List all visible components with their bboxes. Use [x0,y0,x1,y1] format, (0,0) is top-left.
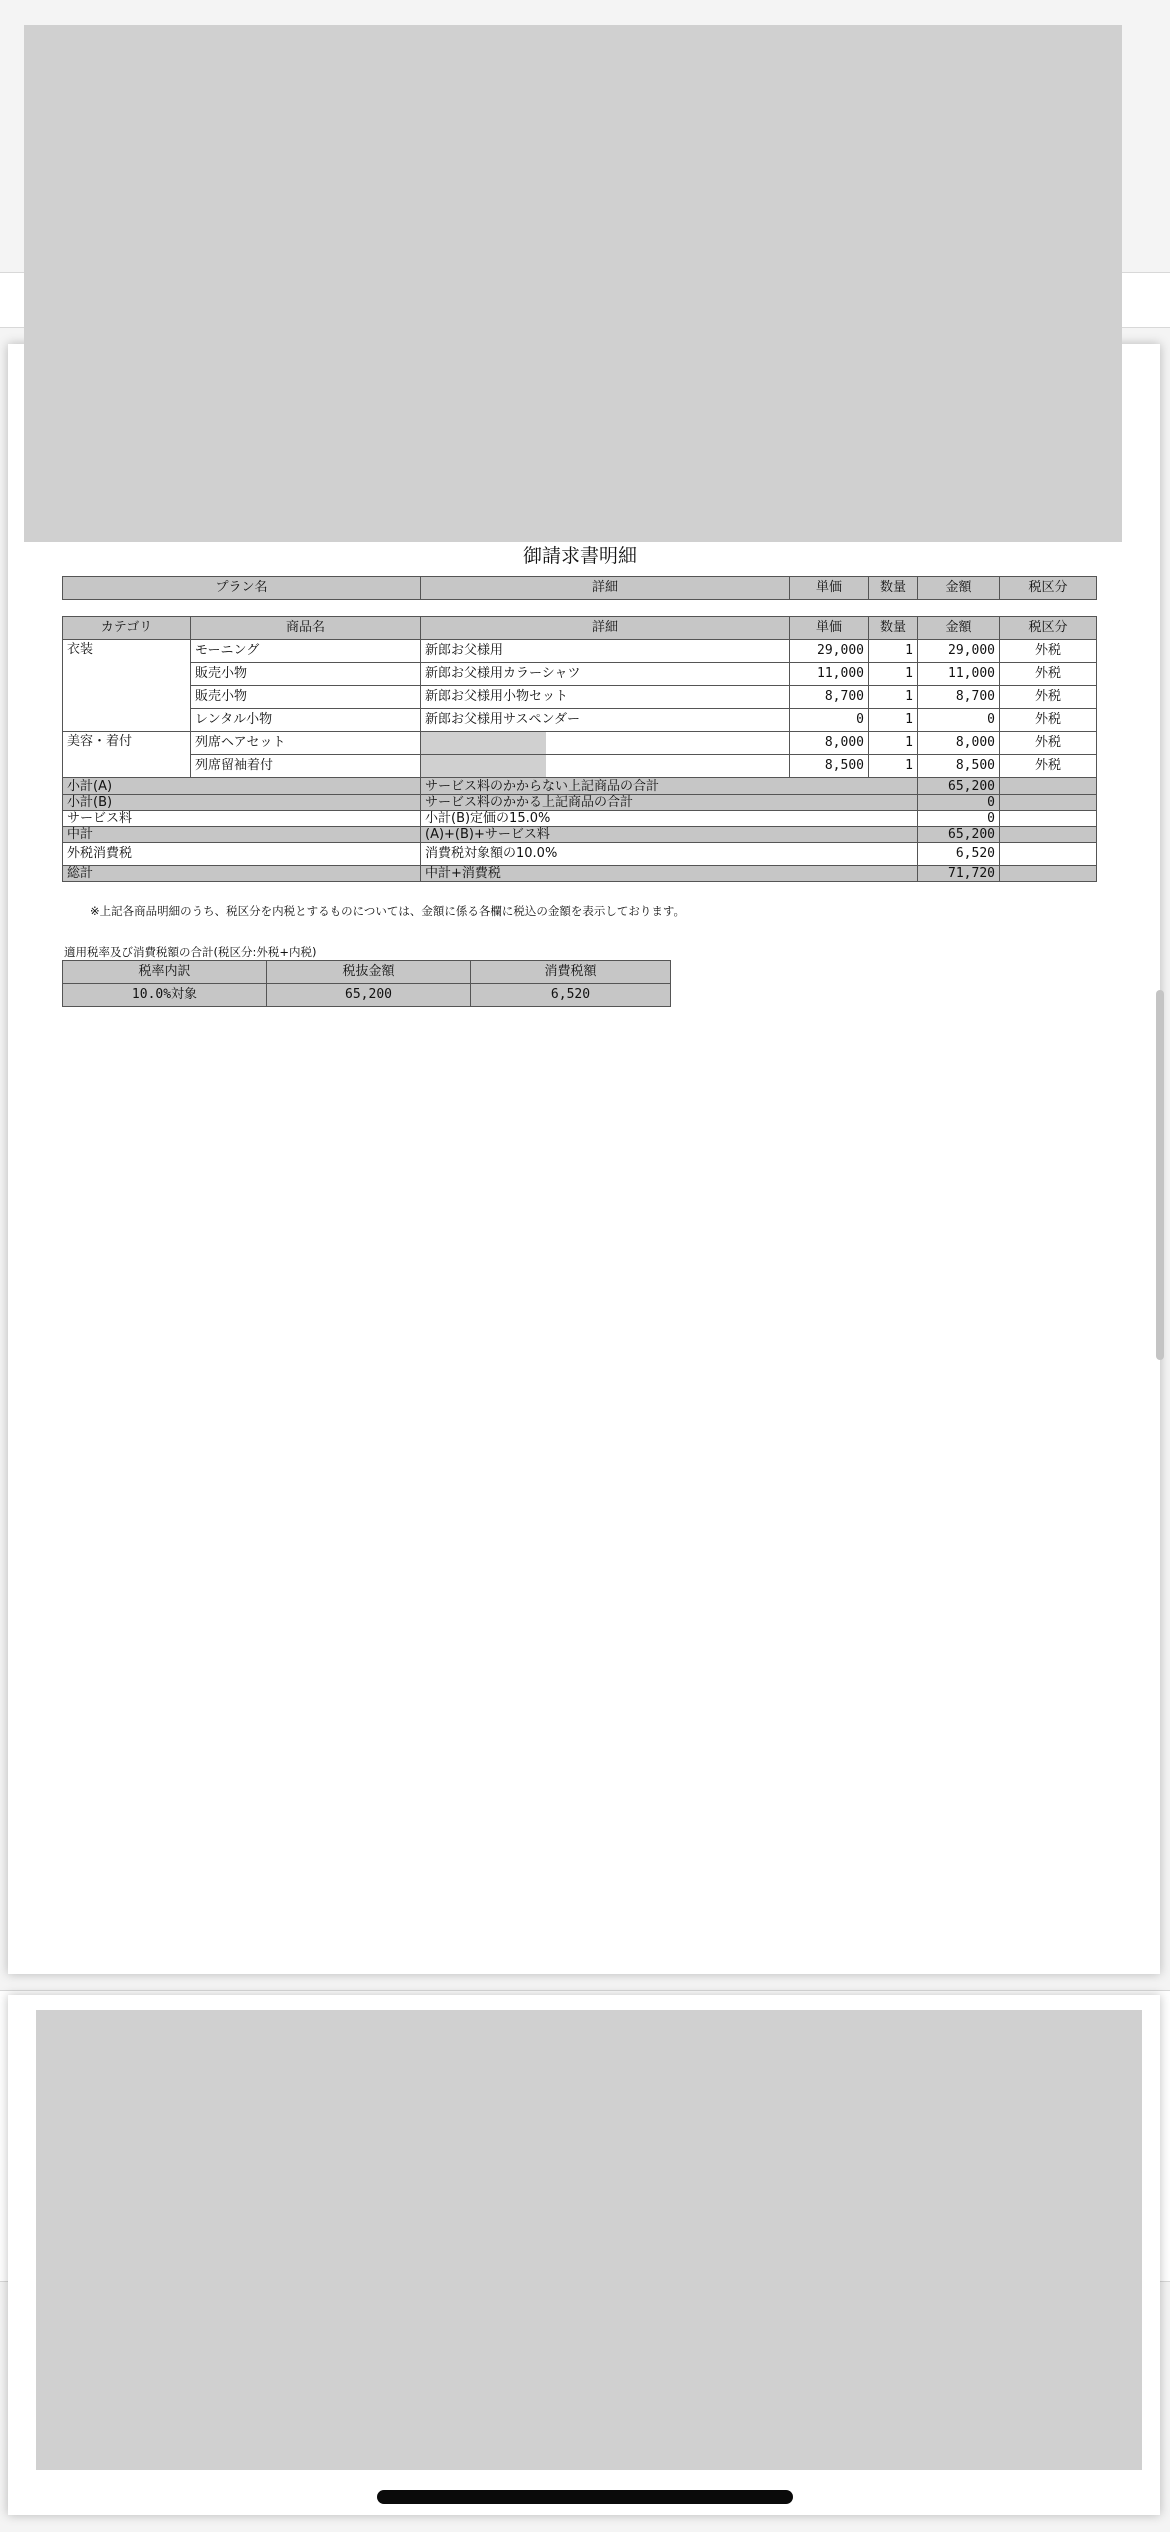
redaction-block [421,732,547,755]
tax-cell: 外税 [1000,709,1097,732]
amount-cell: 8,500 [918,755,1000,778]
summary-row-subtotal-b [63,795,1097,811]
summary-blank [1000,827,1097,843]
summary-row-grand-total [63,866,1097,882]
table-row [63,663,1097,686]
table-row [63,709,1097,732]
summary-detail: 消費税対象額の10.0% [421,843,918,866]
detail-cell: 新郎お父様用サスペンダー [421,709,790,732]
document-title: 御請求書明細 [522,545,637,567]
summary-amount: 6,520 [918,843,1000,866]
tax-amount-cell: 6,520 [471,984,671,1007]
product-cell: 販売小物 [191,686,421,709]
summary-row-middle-total [63,827,1097,843]
summary-amount: 0 [918,811,1000,827]
summary-blank [1000,843,1097,866]
item-header-category: カテゴリ [63,617,191,640]
plan-header-plan-name: プラン名 [63,577,421,600]
plan-table [62,576,1097,600]
redaction-block [421,755,547,778]
table-row [63,732,1097,755]
redacted-header-area [24,25,1122,542]
tax-header-tax: 消費税額 [471,961,671,984]
plan-header-detail: 詳細 [421,577,790,600]
summary-blank [1000,811,1097,827]
table-row [63,640,1097,663]
unit-price-cell: 8,700 [790,686,869,709]
detail-cell-redacted [421,755,790,778]
plan-header-tax: 税区分 [1000,577,1097,600]
tax-header-net: 税抜金額 [267,961,471,984]
item-table-header [63,617,1097,640]
summary-amount: 71,720 [918,866,1000,882]
item-header-tax: 税区分 [1000,617,1097,640]
vertical-scrollbar[interactable] [1156,990,1164,1360]
item-table [62,616,1097,882]
summary-row-subtotal-a [63,778,1097,795]
qty-cell: 1 [869,709,918,732]
tax-header-rate: 税率内訳 [63,961,267,984]
tax-cell: 外税 [1000,732,1097,755]
summary-label: 中計 [63,827,421,843]
amount-cell: 11,000 [918,663,1000,686]
plan-header-amount: 金額 [918,577,1000,600]
tax-note: ※上記各商品明細のうち、税区分を内税とするものについては、金額に係る各欄に税込の金額を表示しております。 [90,904,685,918]
product-cell: レンタル小物 [191,709,421,732]
amount-cell: 29,000 [918,640,1000,663]
tax-cell: 外税 [1000,686,1097,709]
plan-header-qty: 数量 [869,577,918,600]
summary-label: 小計(B) [63,795,421,811]
tax-cell: 外税 [1000,755,1097,778]
qty-cell: 1 [869,640,918,663]
detail-cell: 新郎お父様用 [421,640,790,663]
plan-header-unit-price: 単価 [790,577,869,600]
unit-price-cell: 11,000 [790,663,869,686]
unit-price-cell: 29,000 [790,640,869,663]
table-row [63,686,1097,709]
tax-cell: 外税 [1000,663,1097,686]
product-cell: モーニング [191,640,421,663]
amount-cell: 8,700 [918,686,1000,709]
summary-row-consumption-tax [63,843,1097,866]
qty-cell: 1 [869,755,918,778]
unit-price-cell: 0 [790,709,869,732]
tax-summary-table [62,960,671,1007]
plan-table-header [63,577,1097,600]
item-header-detail: 詳細 [421,617,790,640]
tax-summary-header [63,961,671,984]
unit-price-cell: 8,500 [790,755,869,778]
qty-cell: 1 [869,663,918,686]
summary-amount: 65,200 [918,827,1000,843]
summary-detail: 小計(B)定価の15.0% [421,811,918,827]
item-header-unit-price: 単価 [790,617,869,640]
detail-cell: 新郎お父様用小物セット [421,686,790,709]
category-cell: 美容・着付 [63,732,191,778]
product-cell: 列席留袖着付 [191,755,421,778]
qty-cell: 1 [869,686,918,709]
tax-rate-cell: 10.0%対象 [63,984,267,1007]
summary-detail: サービス料のかかる上記商品の合計 [421,795,918,811]
home-indicator[interactable] [377,2490,793,2504]
tax-cell: 外税 [1000,640,1097,663]
amount-cell: 8,000 [918,732,1000,755]
table-row [63,755,1097,778]
product-cell: 列席ヘアセット [191,732,421,755]
item-header-amount: 金額 [918,617,1000,640]
detail-cell-redacted [421,732,790,755]
summary-label: サービス料 [63,811,421,827]
redacted-next-page-area [36,2010,1142,2470]
summary-detail: 中計+消費税 [421,866,918,882]
product-cell: 販売小物 [191,663,421,686]
summary-row-service-fee [63,811,1097,827]
summary-label: 外税消費税 [63,843,421,866]
summary-blank [1000,795,1097,811]
item-header-qty: 数量 [869,617,918,640]
summary-amount: 0 [918,795,1000,811]
tax-net-cell: 65,200 [267,984,471,1007]
summary-label: 小計(A) [63,778,421,795]
summary-detail: サービス料のかからない上記商品の合計 [421,778,918,795]
unit-price-cell: 8,000 [790,732,869,755]
tax-summary-caption: 適用税率及び消費税額の合計(税区分:外税+内税) [64,945,317,959]
table-row [63,984,671,1007]
qty-cell: 1 [869,732,918,755]
summary-label: 総計 [63,866,421,882]
summary-detail: (A)+(B)+サービス料 [421,827,918,843]
category-cell: 衣装 [63,640,191,732]
summary-blank [1000,778,1097,795]
summary-blank [1000,866,1097,882]
detail-cell: 新郎お父様用カラーシャツ [421,663,790,686]
amount-cell: 0 [918,709,1000,732]
item-header-product: 商品名 [191,617,421,640]
summary-amount: 65,200 [918,778,1000,795]
